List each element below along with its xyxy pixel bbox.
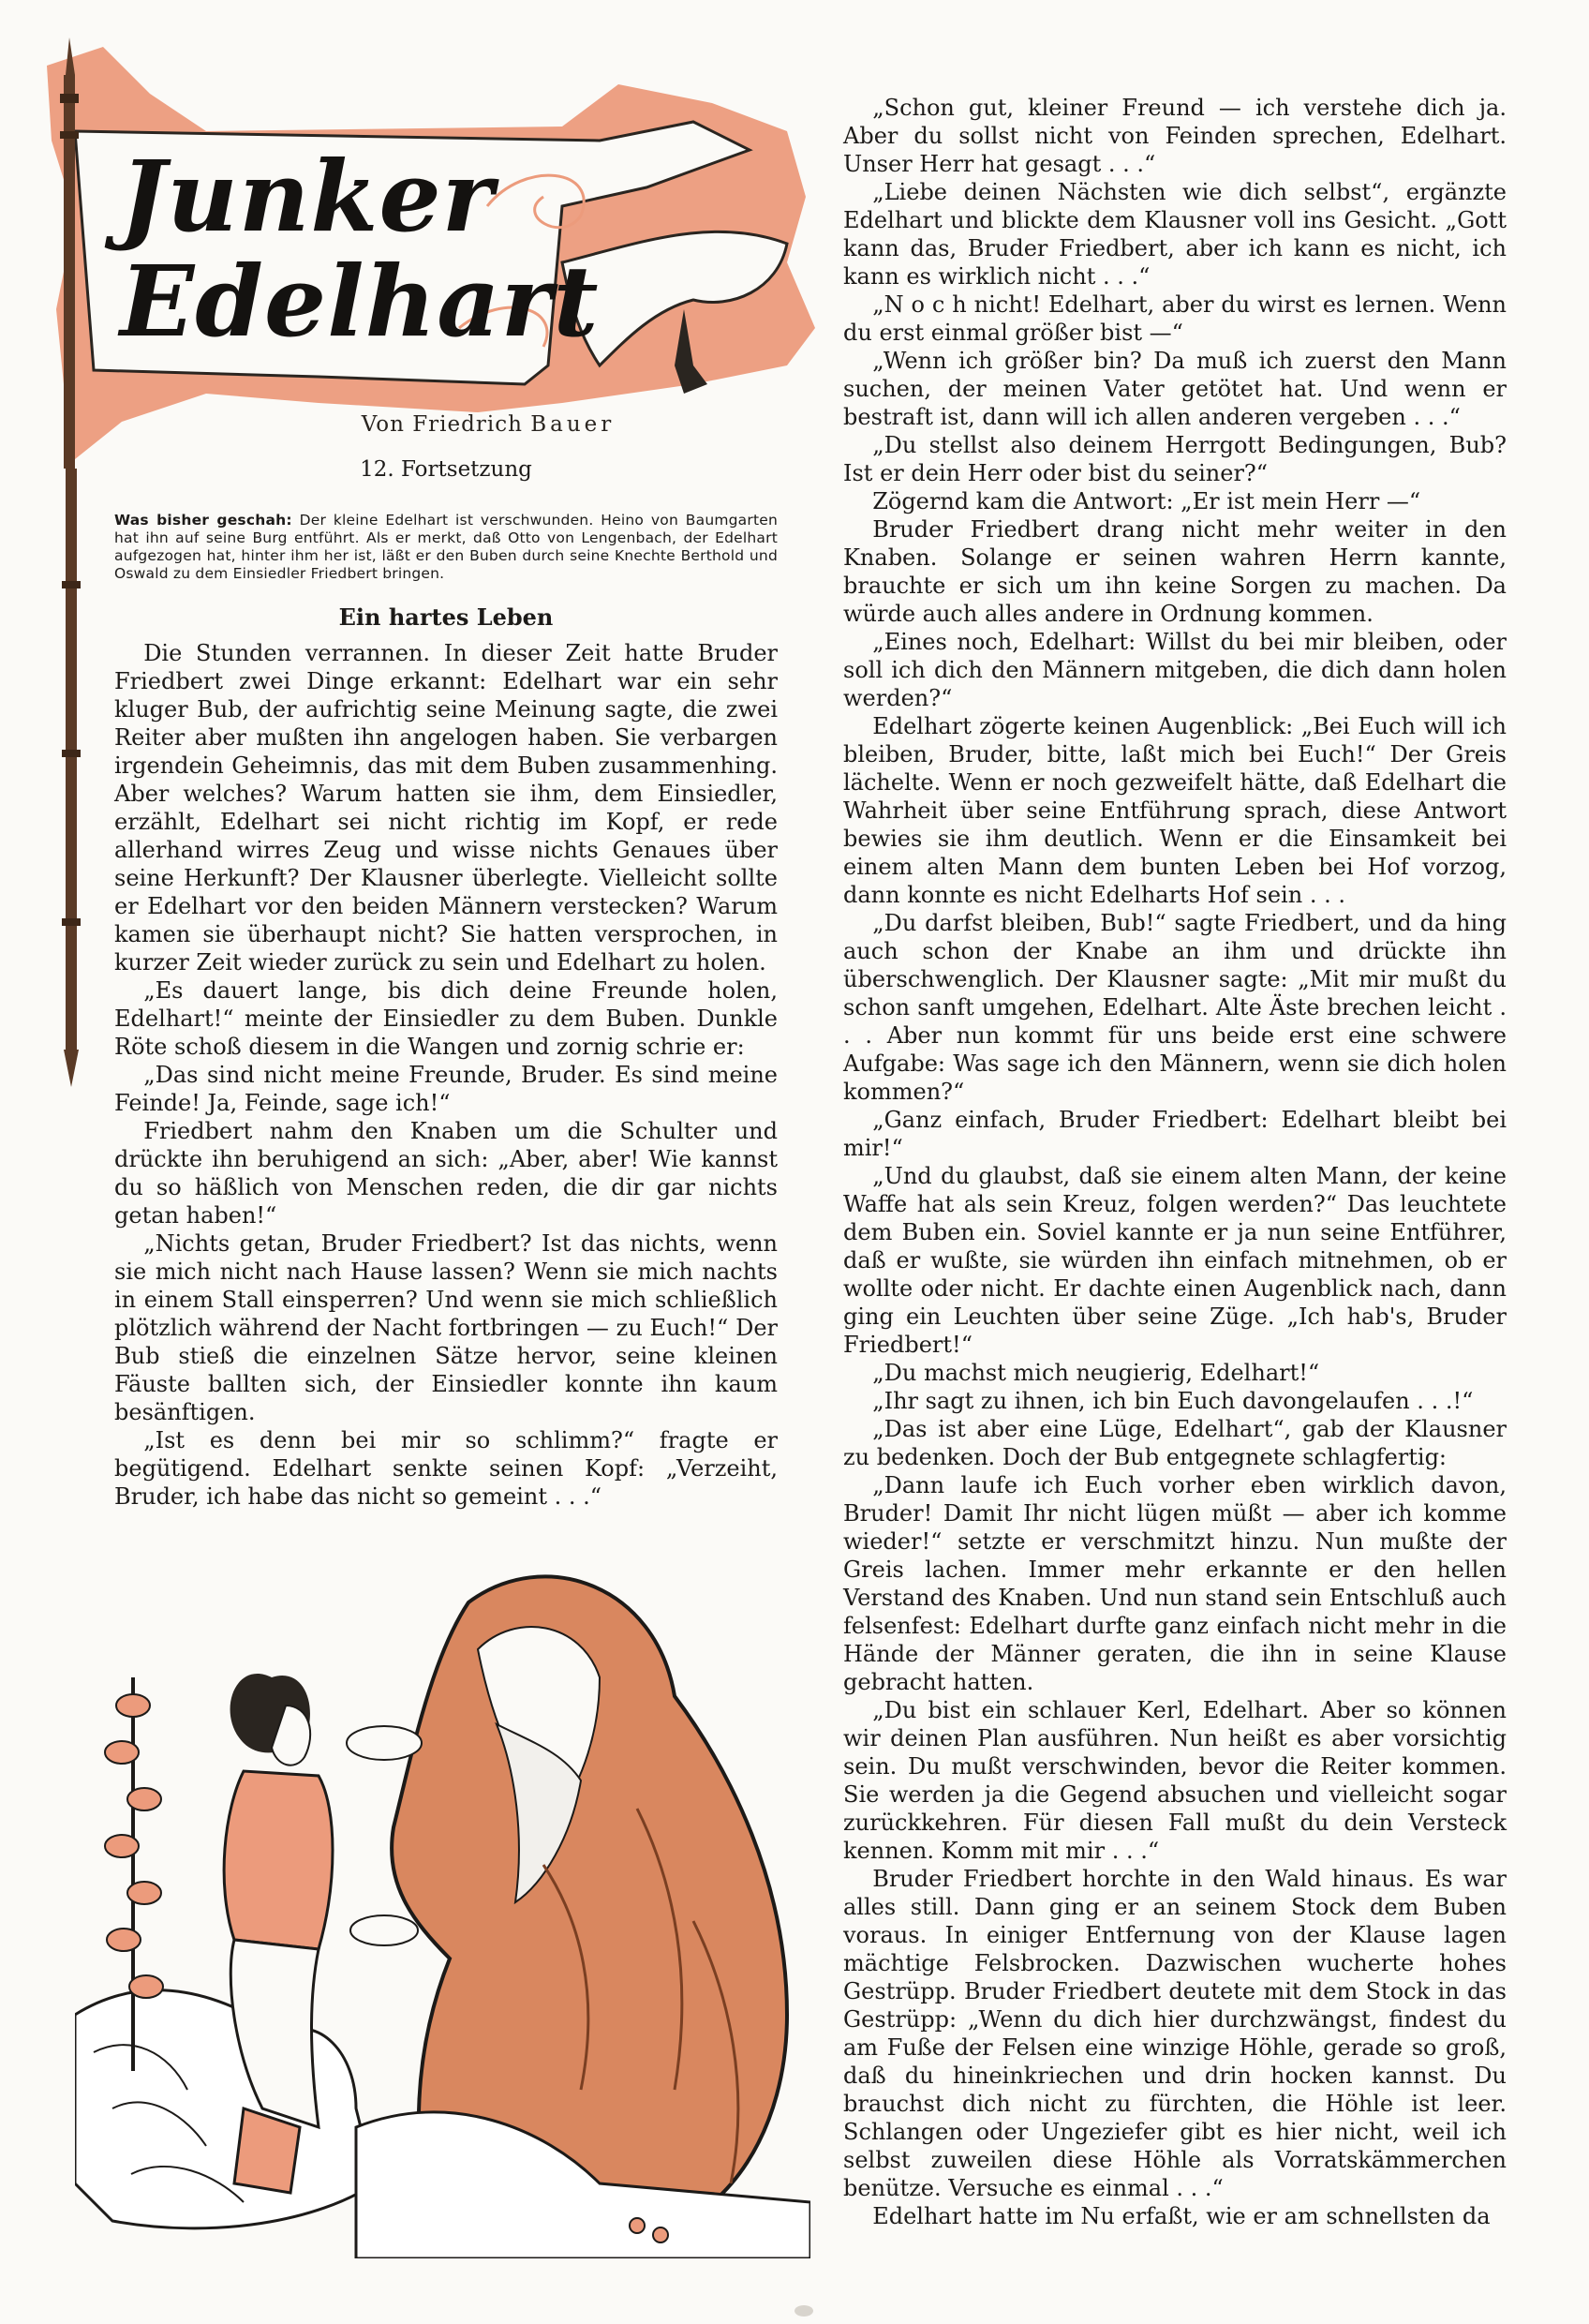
section-heading: Ein hartes Leben [338, 603, 554, 631]
right-paragraph: „Ihr sagt zu ihnen, ich bin Euch davongelaufen . . .!“ [872, 1388, 1474, 1414]
byline-prefix: Von Friedrich [361, 412, 523, 437]
right-paragraph: „Du machst mich neugierig, Edelhart!“ [872, 1360, 1320, 1386]
right-paragraph: „Dann laufe ich Euch vorher eben wirklich davon, Bruder! Damit Ihr nicht lügen müßt — aber ich komme wieder!“ setzte er verschmitzt hinzu. Nun mußte der Greis lachen. Immer mehr erkannte er den hellen Verstand des Knaben. Und nun stand sein Entschluß auch felsenfest: Edelhart durfte ganz einfach nicht mehr in die Hände der Männer geraten, die ihn in seine Klause gebracht hatten. [843, 1472, 1507, 1695]
summary-text: Der kleine Edelhart ist verschwunden. Heino von Baumgarten hat ihn auf seine Burg entführt. Als er merkt, daß Otto von Lengenbach, der Edelhart aufgezogen hat, hinter ihm her ist, läßt er den Buben durch seine Knechte Berthold und Oswald zu dem Einsiedler Friedbert bringen. [114, 512, 778, 582]
right-paragraph: Bruder Friedbert horchte in den Wald hinaus. Es war alles still. Dann ging er an seinem Stock dem Buben voraus. In einiger Entfernung von der Klause lagen mächtige Felsbrocken. Dazwischen wucherte hohes Gestrüpp. Bruder Friedbert deutete mit dem Stock in das Gestrüpp: „Wenn du dich hier durchzwängst, findest du am Fuße der Felsen eine winzige Höhle, gerade so groß, daß du hineinkriechen und drin hocken kannst. Du brauchst dich nicht zu fürchten, die Höhle ist leer. Schlangen oder Ungeziefer gibt es hier nicht, weil ich selbst zuweilen diese Höhle als Vorratskämmerchen benütze. Versuche es einmal . . .“ [843, 1866, 1507, 2201]
right-paragraph: „Du darfst bleiben, Bub!“ sagte Friedbert, und da hing auch schon der Knabe an ihm und drückte ihn überschwenglich. Der Klausner sagte: „Mit mir mußt du schon sanft umgehen, Edelhart. Alte Äste brechen leicht . . . Aber nun kommt für uns beide erst eine schwere Aufgabe: Was sage ich den Männern, wenn sie dich holen kommen?“ [843, 910, 1507, 1105]
right-paragraph: „N o c h nicht! Edelhart, aber du wirst es lernen. Wenn du erst einmal größer bist —“ [843, 291, 1507, 346]
right-paragraph: „Du stellst also deinem Herrgott Bedingungen, Bub? Ist er dein Herr oder bist du seiner?“ [843, 432, 1507, 486]
title-line-1: Junker [120, 139, 495, 254]
title-line-2: Edelhart [120, 244, 600, 359]
left-paragraph: „Das sind nicht meine Freunde, Bruder. Es sind meine Feinde! Ja, Feinde, sage ich!“ [114, 1062, 778, 1116]
boy-tunic [224, 1771, 333, 1949]
pole-spearhead [66, 37, 75, 75]
right-paragraph: Edelhart zögerte keinen Augenblick: „Bei Euch will ich bleiben, Bruder, bitte, laßt mich bei Euch!“ Der Greis lächelte. Wenn er noch gezweifelt hätte, daß Edelhart die Wahrheit über seine Entführung sprach, diese Antwort bewies sie ihm deutlich. Wenn er die Einsamkeit bei einem alten Mann dem bunten Leben bei Hof vorzog, dann konnte es nicht Edelharts Hof sein . . . [843, 713, 1507, 908]
byline [315, 412, 661, 437]
right-paragraph: „Du bist ein schlauer Kerl, Edelhart. Aber so können wir deinen Plan ausführen. Nun heißt es aber vorsichtig sein. Du mußt verschwinden, bevor die Reiter kommen. Sie werden ja die Gegend absuchen und vielleicht sogar zurückkehren. Für diesen Fall mußt du dein Versteck kennen. Komm mit mir . . .“ [843, 1697, 1507, 1864]
right-paragraph: Bruder Friedbert drang nicht mehr weiter in den Knaben. Solange er seinen wahren Herrn kannte, brauchte er sich um ihn keine Sorgen zu machen. Da würde auch alles andere in Ordnung kommen. [843, 516, 1507, 627]
summary-box [114, 512, 778, 583]
right-paragraph: „Schon gut, kleiner Freund — ich verstehe dich ja. Aber du sollst nicht von Feinden sprechen, Edelhart. Unser Herr hat gesagt . . .“ [843, 95, 1507, 177]
right-paragraph: „Das ist aber eine Lüge, Edelhart“, gab der Klausner zu bedenken. Doch der Bub entgegnete schlagfertig: [843, 1416, 1507, 1470]
clasped-hands [350, 1915, 418, 1945]
left-paragraph: „Ist es denn bei mir so schlimm?“ fragte er begütigend. Edelhart senkte seinen Kopf: „Verzeiht, Bruder, ich habe das nicht so gemeint . . .“ [114, 1427, 778, 1510]
left-paragraph: „Es dauert lange, bis dich deine Freunde holen, Edelhart!“ meinte der Einsiedler zu dem Buben. Dunkle Röte schoß diesem in die Wangen und zornig schrie er: [114, 977, 778, 1060]
left-paragraph: „Nichts getan, Bruder Friedbert? Ist das nichts, wenn sie mich nicht nach Hause lassen? Wenn sie mich nachts in einem Stall einsperren? Und wenn sie mich schließlich plötzlich während der Nacht fortbringen — zu Euch!“ Der Bub stieß die einzelnen Sätze hervor, seine kleinen Fäuste ballten sich, der Einsiedler konnte ihn kaum besänftigen. [114, 1230, 778, 1425]
right-paragraph: Edelhart hatte im Nu erfaßt, wie er am schnellsten da [872, 2203, 1491, 2229]
hermit-hand [347, 1726, 422, 1760]
left-column [114, 455, 778, 1511]
title-banner [37, 28, 824, 469]
right-paragraph: „Eines noch, Edelhart: Willst du bei mir bleiben, oder soll ich dich den Männern mitgeben, die dich dann holen werden?“ [843, 629, 1507, 711]
right-paragraph: „Ganz einfach, Bruder Friedbert: Edelhart bleibt bei mir!“ [843, 1107, 1507, 1161]
right-column [843, 94, 1507, 2230]
summary-label: Was bisher geschah: [114, 512, 292, 529]
right-paragraph: Zögernd kam die Antwort: „Er ist mein Herr —“ [872, 488, 1421, 514]
left-paragraph: Friedbert nahm den Knaben um die Schulter und drückte ihn beruhigend an sich: „Aber, aber! Wie kannst du so häßlich von Menschen reden, die dir gar nichts getan haben!“ [114, 1118, 778, 1229]
flag-pole [58, 469, 86, 1125]
bush-left [75, 1990, 375, 2228]
installment-label: 12. Fortsetzung [360, 457, 532, 482]
story-illustration [75, 1527, 810, 2258]
right-paragraph: „Und du glaubst, daß sie einem alten Mann, der keine Waffe hat als sein Kreuz, folgen werden?“ Das leuchtete dem Buben ein. Soviel kannte er ja nun seine Entführer, daß er wußte, sie würden ihn einfach mitnehmen, ob er wollte oder nicht. Er dachte einen Augenblick nach, dann ging ein Leuchten über seine Züge. „Ich hab's, Bruder Friedbert!“ [843, 1163, 1507, 1358]
right-paragraph: „Liebe deinen Nächsten wie dich selbst“, ergänzte Edelhart und blickte dem Klausner voll ins Gesicht. „Gott kann das, Bruder Friedbert, aber ich kann es nicht, ich kann es wirklich nicht . . .“ [843, 179, 1507, 290]
left-paragraph: Die Stunden verrannen. In dieser Zeit hatte Bruder Friedbert zwei Dinge erkannt: Edelhart war ein sehr kluger Bub, der aufrichtig seine Meinung sagte, die zwei Reiter aber mußten ihn angelogen haben. Sie verbargen irgendein Geheimnis, das mit dem Buben zusammenhing. Aber welches? Warum hatten sie ihm, dem Einsiedler, erzählt, Edelhart sei nicht richtig im Kopf, er rede allerhand wirres Zeug und wisse nichts Genaues über seine Herkunft? Der Klausner überlegte. Vielleicht sollte er Edelhart vor den beiden Männern verstecken? Warum kamen sie überhaupt nicht? Sie hatten versprochen, in kurzer Zeit wieder zurück zu sein und Edelhart zu holen. [114, 640, 778, 976]
page-mark [794, 2305, 813, 2317]
right-paragraph: „Wenn ich größer bin? Da muß ich zuerst den Mann suchen, der meinen Vater getötet hat. Und wenn er bestraft ist, dann will ich allen anderen vergeben . . .“ [843, 348, 1507, 430]
byline-author-name: Bauer [530, 412, 616, 437]
